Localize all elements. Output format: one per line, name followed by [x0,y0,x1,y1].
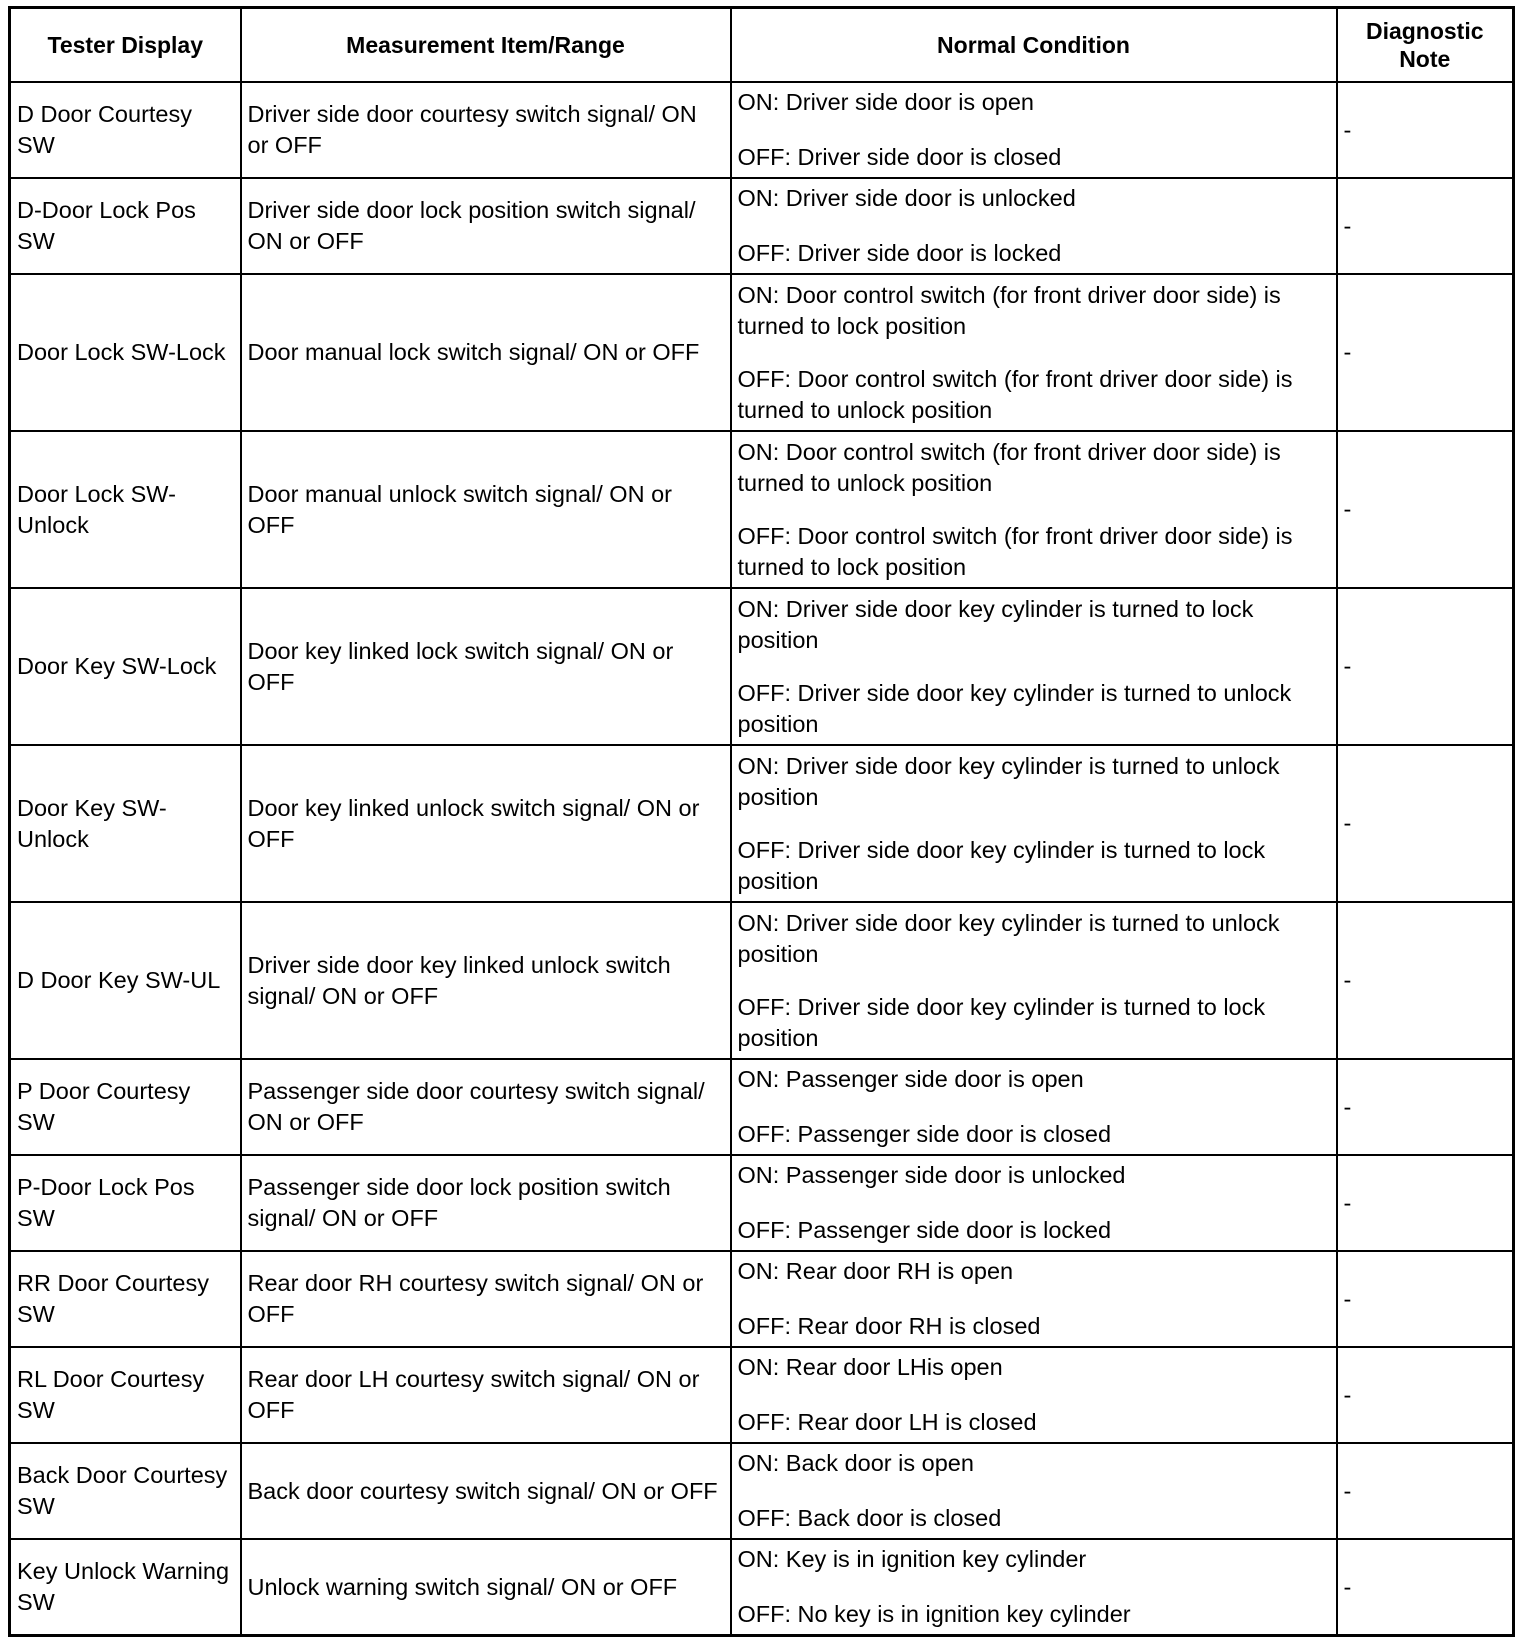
normal-condition-cell [731,902,1337,1059]
condition-off: OFF: Driver side door key cylinder is turned to unlock position [737,679,1292,737]
tester-display-cell: Door Lock SW-Unlock [10,431,241,588]
condition-on: ON: Driver side door key cylinder is turned to unlock position [737,909,1280,967]
measurement-cell: Passenger side door courtesy switch signal/ ON or OFF [241,1059,731,1155]
normal-condition-cell [731,588,1337,745]
condition-on: ON: Driver side door is unlocked [737,185,1076,211]
table-row [10,588,1514,745]
header-tester-display: Tester Display [10,8,241,83]
tester-display-cell: P Door Courtesy SW [10,1059,241,1155]
condition-off: OFF: Driver side door key cylinder is turned to lock position [737,836,1266,894]
condition-off: OFF: Driver side door key cylinder is turned to lock position [737,993,1266,1051]
condition-off: OFF: Back door is closed [737,1505,1002,1531]
normal-condition-cell [731,1155,1337,1251]
tester-display-cell: Back Door Courtesy SW [10,1443,241,1539]
condition-off: OFF: Passenger side door is closed [737,1121,1112,1147]
condition-on: ON: Driver side door key cylinder is turned to unlock position [737,752,1280,810]
condition-on: ON: Rear door RH is open [737,1258,1014,1284]
condition-off: OFF: Driver side door is locked [737,240,1062,266]
measurement-cell: Door key linked unlock switch signal/ ON or OFF [241,745,731,902]
measurement-cell: Back door courtesy switch signal/ ON or OFF [241,1443,731,1539]
normal-condition-cell [731,1443,1337,1539]
diagnostic-note-cell: - [1337,588,1514,745]
tester-display-cell: D Door Key SW-UL [10,902,241,1059]
measurement-cell: Driver side door key linked unlock switch signal/ ON or OFF [241,902,731,1059]
diagnostic-note-cell: - [1337,178,1514,274]
diagnostic-note-cell: - [1337,1155,1514,1251]
table-row [10,274,1514,431]
table-row [10,178,1514,274]
condition-on: ON: Driver side door is open [737,89,1034,115]
condition-on: ON: Passenger side door is unlocked [737,1162,1126,1188]
normal-condition-cell [731,1539,1337,1636]
table-row [10,1347,1514,1443]
condition-on: ON: Door control switch (for front driver door side) is turned to unlock position [737,438,1281,496]
header-normal-condition: Normal Condition [731,8,1337,83]
tester-display-cell: Key Unlock Warning SW [10,1539,241,1636]
tester-display-cell: RR Door Courtesy SW [10,1251,241,1347]
normal-condition-cell [731,178,1337,274]
measurement-cell: Driver side door courtesy switch signal/ ON or OFF [241,82,731,178]
condition-off: OFF: Rear door LH is closed [737,1409,1037,1435]
measurement-cell: Door manual lock switch signal/ ON or OFF [241,274,731,431]
condition-on: ON: Passenger side door is open [737,1066,1084,1092]
measurement-cell: Door manual unlock switch signal/ ON or OFF [241,431,731,588]
table-row [10,82,1514,178]
diagnostic-note-cell: - [1337,1347,1514,1443]
condition-on: ON: Rear door LHis open [737,1354,1003,1380]
normal-condition-cell [731,1059,1337,1155]
diagnostic-note-cell: - [1337,745,1514,902]
tester-display-cell: Door Lock SW-Lock [10,274,241,431]
condition-off: OFF: Passenger side door is locked [737,1217,1112,1243]
table-row [10,431,1514,588]
tester-display-cell: P-Door Lock Pos SW [10,1155,241,1251]
condition-off: OFF: Rear door RH is closed [737,1313,1041,1339]
condition-on: ON: Back door is open [737,1450,974,1476]
measurement-cell: Door key linked lock switch signal/ ON or OFF [241,588,731,745]
tester-display-cell: D-Door Lock Pos SW [10,178,241,274]
diagnostic-note-cell: - [1337,82,1514,178]
diagnostic-note-cell: - [1337,1443,1514,1539]
header-measurement-item: Measurement Item/Range [241,8,731,83]
diagnostic-note-cell: - [1337,431,1514,588]
normal-condition-cell [731,1347,1337,1443]
header-diagnostic-note: Diagnostic Note [1337,8,1514,83]
condition-off: OFF: Driver side door is closed [737,144,1062,170]
table-row [10,745,1514,902]
table-row [10,1059,1514,1155]
normal-condition-cell [731,745,1337,902]
tester-display-cell: RL Door Courtesy SW [10,1347,241,1443]
normal-condition-cell [731,1251,1337,1347]
measurement-cell: Driver side door lock position switch signal/ ON or OFF [241,178,731,274]
condition-on: ON: Key is in ignition key cylinder [737,1546,1087,1572]
measurement-cell: Rear door RH courtesy switch signal/ ON or OFF [241,1251,731,1347]
table-row [10,902,1514,1059]
condition-on: ON: Door control switch (for front driver door side) is turned to lock position [737,281,1281,339]
tester-display-cell: Door Key SW-Unlock [10,745,241,902]
table-row [10,1155,1514,1251]
condition-on: ON: Driver side door key cylinder is turned to lock position [737,595,1254,653]
tester-display-cell: Door Key SW-Lock [10,588,241,745]
normal-condition-cell [731,274,1337,431]
diagnostic-note-cell: - [1337,1059,1514,1155]
diagnostic-note-cell: - [1337,1251,1514,1347]
diagnostic-note-cell: - [1337,902,1514,1059]
measurement-cell: Unlock warning switch signal/ ON or OFF [241,1539,731,1636]
table-row [10,1539,1514,1636]
header-row [10,8,1514,83]
condition-off: OFF: Door control switch (for front driver door side) is turned to lock position [737,522,1293,580]
data-list-table [8,6,1515,1637]
measurement-cell: Passenger side door lock position switch signal/ ON or OFF [241,1155,731,1251]
table-row [10,1251,1514,1347]
tester-display-cell: D Door Courtesy SW [10,82,241,178]
normal-condition-cell [731,82,1337,178]
diagnostic-note-cell: - [1337,274,1514,431]
condition-off: OFF: Door control switch (for front driver door side) is turned to unlock position [737,365,1293,423]
table-row [10,1443,1514,1539]
diagnostic-note-cell: - [1337,1539,1514,1636]
normal-condition-cell [731,431,1337,588]
condition-off: OFF: No key is in ignition key cylinder [737,1601,1131,1627]
measurement-cell: Rear door LH courtesy switch signal/ ON or OFF [241,1347,731,1443]
